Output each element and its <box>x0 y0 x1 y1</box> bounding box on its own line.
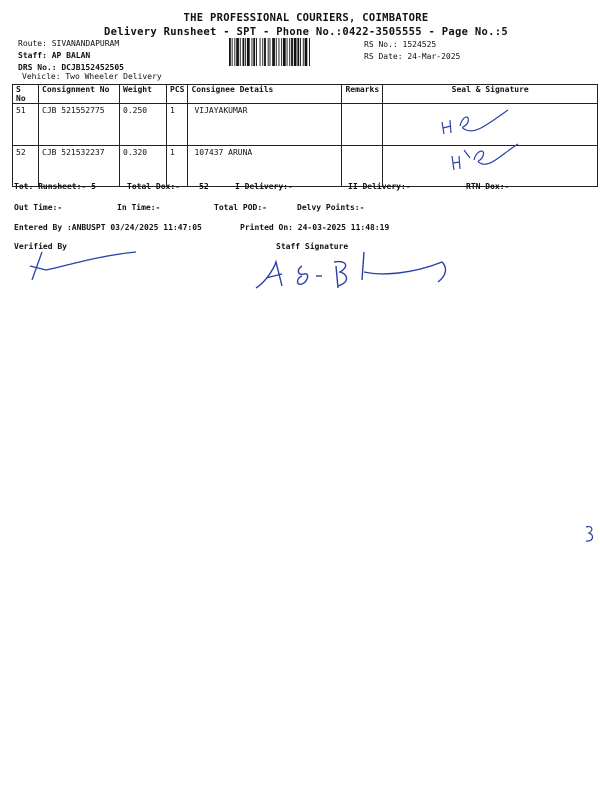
col-consignee-header: Consignee Details <box>188 85 342 104</box>
row-pcs: 1 <box>167 104 188 146</box>
route-label: Route: SIVANANDAPURAM <box>18 39 120 48</box>
rs-number: RS No.: 1524525 <box>364 40 437 49</box>
margin-handwritten-mark <box>584 524 596 544</box>
row2-handwritten-signature <box>446 142 524 174</box>
barcode-image <box>229 38 347 66</box>
rs-date: RS Date: 24-Mar-2025 <box>364 52 461 61</box>
row-remarks <box>342 146 383 187</box>
tot-runsheet: Tot. Runsheet:- 5 <box>14 182 96 191</box>
col-remarks-header: Remarks <box>342 85 383 104</box>
total-pod: Total POD:- <box>214 203 267 212</box>
row-sno: 52 <box>13 146 39 187</box>
row-consignment: CJB 521532237 <box>39 146 120 187</box>
runsheet-subtitle: Delivery Runsheet - SPT - Phone No.:0422-3505555 - Page No.:5 <box>104 26 508 38</box>
staff-signature-label: Staff Signature <box>276 242 349 251</box>
i-delivery: I Delivery:- <box>235 182 293 191</box>
rtn-dox: RTN Dox:- <box>466 182 510 191</box>
col-consignment-header: Consignment No <box>39 85 120 104</box>
in-time: In Time:- <box>117 203 161 212</box>
row-weight: 0.320 <box>120 146 167 187</box>
printed-on: Printed On: 24-03-2025 11:48:19 <box>240 223 390 232</box>
total-dox-value: 52 <box>199 182 209 191</box>
row-pcs: 1 <box>167 146 188 187</box>
row-consignee: 107437 ARUNA <box>188 146 342 187</box>
row-weight: 0.250 <box>120 104 167 146</box>
total-dox-label: Total Dox:- <box>127 182 180 191</box>
out-time: Out Time:- <box>14 203 63 212</box>
entered-by: Entered By :ANBUSPT 03/24/2025 11:47:05 <box>14 223 202 232</box>
vehicle-label: Vehicle: Two Wheeler Delivery <box>22 72 162 81</box>
staff-label: Staff: AP BALAN <box>18 51 91 60</box>
col-sno-header: S No <box>13 85 39 104</box>
row-remarks <box>342 104 383 146</box>
verified-by-label: Verified By <box>14 242 67 251</box>
row-sno: 51 <box>13 104 39 146</box>
row-consignment: CJB 521552775 <box>39 104 120 146</box>
col-weight-header: Weight <box>120 85 167 104</box>
col-pcs-header: PCS <box>167 85 188 104</box>
staff-handwritten-signature <box>252 242 456 294</box>
company-title: THE PROFESSIONAL COURIERS, COIMBATORE <box>183 12 429 24</box>
row1-handwritten-signature <box>436 104 516 136</box>
verified-by-signature <box>26 248 138 282</box>
col-seal-header: Seal & Signature <box>383 85 598 104</box>
table-header-row <box>13 85 598 104</box>
ii-delivery: II Delivery:- <box>348 182 411 191</box>
drs-number: DRS No.: DCJB152452505 <box>18 63 124 72</box>
delvy-points: Delvy Points:- <box>297 203 365 212</box>
row-consignee: VIJAYAKUMAR <box>188 104 342 146</box>
